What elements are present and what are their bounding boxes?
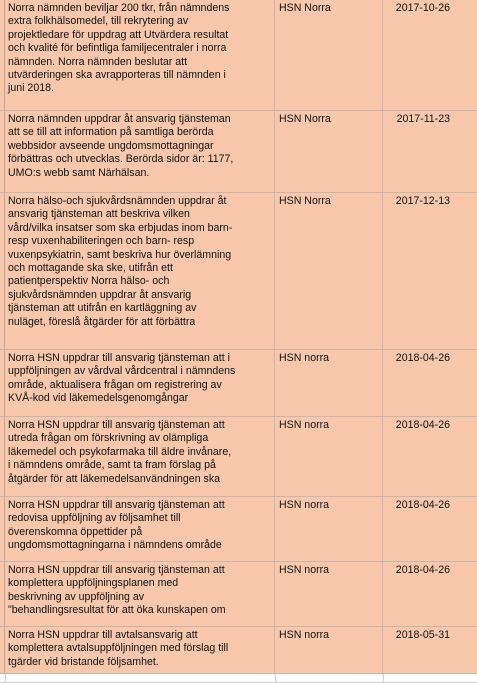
organization-cell[interactable]: HSN Norra bbox=[275, 193, 383, 349]
organization-cell[interactable]: HSN norra bbox=[275, 497, 383, 561]
organization-cell[interactable]: HSN norra bbox=[275, 417, 383, 496]
table-row[interactable] bbox=[0, 497, 477, 562]
organization-cell[interactable]: HSN Norra bbox=[275, 0, 383, 110]
date-cell[interactable]: 2017-11-23 bbox=[396, 113, 450, 125]
organization-cell[interactable]: HSN norra bbox=[275, 627, 383, 673]
table-row[interactable] bbox=[0, 627, 477, 674]
organization-cell[interactable]: HSN norra bbox=[275, 562, 383, 626]
description-cell[interactable]: Norra HSN uppdrar till ansvarig tjänsteman att utreda frågan om förskrivning av olämpliga läkemedel och psykofarmaka till äldre invånare, i nämndens område, samt ta fram förslag på åtgärder för att läkemedelsanvändningen ska bbox=[5, 417, 275, 496]
table-row[interactable] bbox=[0, 193, 477, 350]
date-cell[interactable]: 2018-04-26 bbox=[395, 564, 450, 576]
description-cell[interactable]: Norra HSN uppdrar till ansvarig tjänsteman att redovisa uppföljning av följsamhet till överenskomna öppettider på ungdomsmottagningarna i nämndens område bbox=[5, 497, 275, 561]
description-cell[interactable]: Norra HSN uppdrar till ansvarig tjänsteman att i uppföljningen av vårdval vårdcentral i nämndens område, aktualisera frågan om registrering av KVÅ-kod vid läkemedelsgenomgångar bbox=[5, 350, 275, 416]
description-cell[interactable]: Norra nämnden beviljar 200 tkr, från nämndens extra folkhälsomedel, till rekrytering av projektledare för uppdrag att Utvärdera resultat och kvalité för befintliga familjecentraler i norra nämnden. Norra nämnden beslutar att utvärderingen ska avrapporteras till nämnden i juni 2018. bbox=[5, 0, 275, 110]
date-cell[interactable]: 2018-04-26 bbox=[395, 499, 450, 511]
date-cell[interactable]: 2018-04-26 bbox=[395, 419, 450, 431]
date-cell[interactable]: 2018-04-26 bbox=[395, 352, 450, 364]
empty-row-divider bbox=[5, 674, 6, 682]
table-row[interactable] bbox=[0, 562, 477, 627]
empty-row-divider bbox=[383, 674, 384, 682]
table-row[interactable] bbox=[0, 0, 477, 111]
date-cell[interactable]: 2018-05-31 bbox=[395, 629, 450, 641]
table-row[interactable] bbox=[0, 417, 477, 497]
table-row[interactable] bbox=[0, 111, 477, 193]
description-cell[interactable]: Norra hälso-och sjukvårdsnämnden uppdrar åt ansvarig tjänsteman att beskriva vilken vård/vilka insatser som ska erbjudas inom barn- resp vuxenhabiliteringen och barn- resp vuxenpsykiatrin, samt beskriva hur överlämning och mottagande ska ske, utifrån ett patientperspektiv Norra hälso- och sjukvårdsnämnden uppdrar åt ansvarig tjänsteman att utifrån en kartläggning av nuläget, föreslå åtgärder för att förbättra bbox=[5, 193, 275, 349]
description-cell[interactable]: Norra HSN uppdrar till ansvarig tjänsteman att komplettera uppföljningsplanen med beskrivning av uppföljning av "behandlingsresultat för att öka kunskapen om bbox=[5, 562, 275, 626]
date-cell[interactable]: 2017-10-26 bbox=[395, 2, 450, 14]
table-row[interactable] bbox=[0, 350, 477, 417]
empty-row-divider bbox=[275, 674, 276, 682]
organization-cell[interactable]: HSN Norra bbox=[275, 111, 383, 192]
description-cell[interactable]: Norra HSN uppdrar till avtalsansvarig att komplettera avtalsuppföljningen med förslag till tgärder vid bristande följsamhet. bbox=[5, 627, 275, 673]
date-cell[interactable]: 2017-12-13 bbox=[395, 195, 450, 207]
organization-cell[interactable]: HSN norra bbox=[275, 350, 383, 416]
description-cell[interactable]: Norra nämnden uppdrar åt ansvarig tjänsteman att se till att information på samtliga berörda webbsidor avseende ungdomsmottagningar förbättras och utvecklas. Berörda sidor är: 1177, UMO:s webb samt Närhälsan. bbox=[5, 111, 275, 192]
